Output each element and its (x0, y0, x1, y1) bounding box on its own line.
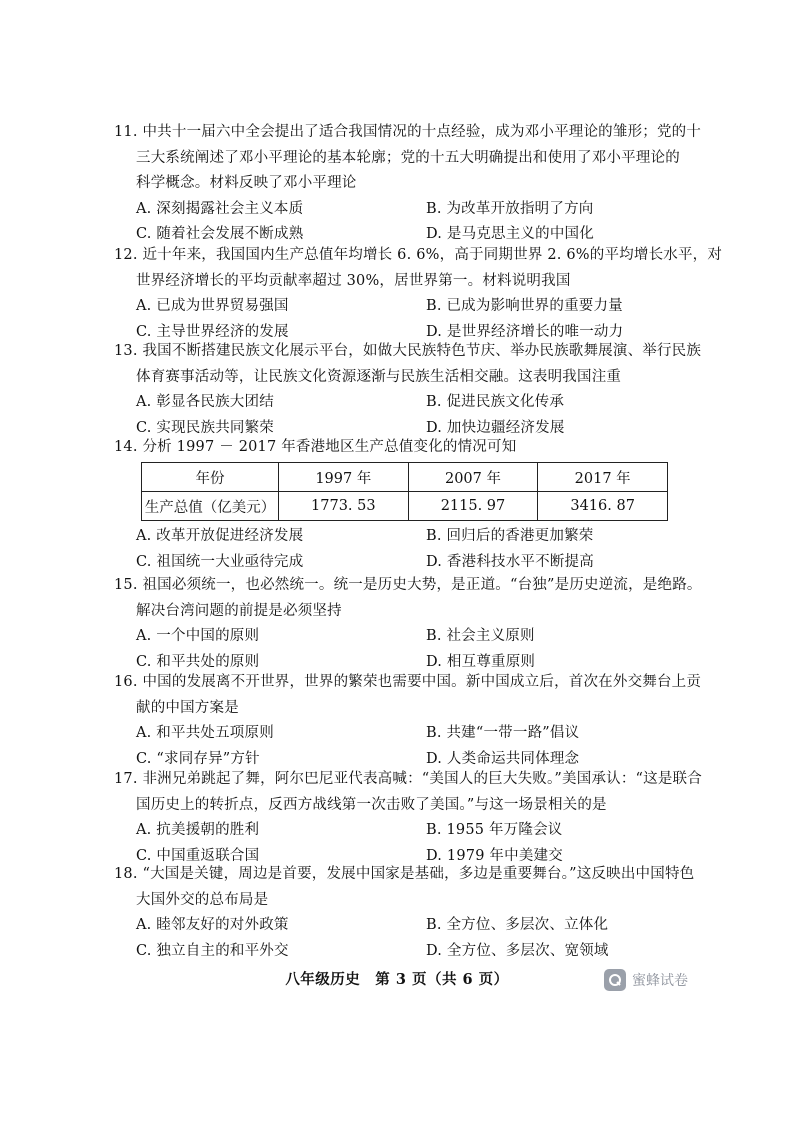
table-cell: 1773. 53 (279, 492, 409, 521)
q16-stem-line-2: 献的中国方案是 (136, 699, 239, 716)
table-header-cell: 2017 年 (538, 463, 668, 492)
watermark (604, 969, 688, 991)
q16-stem-line-1: 16. 中国的发展离不开世界，世界的繁荣也需要中国。新中国成立后，首次在外交舞台上贡 (114, 674, 702, 690)
question-11 (114, 120, 702, 248)
table-cell: 3416. 87 (538, 492, 668, 521)
q13-option-b: B. 促进民族文化传承 (426, 394, 565, 410)
q17-option-b: B. 1955 年万隆会议 (426, 822, 563, 838)
table-header-cell: 年份 (142, 463, 279, 492)
q11-option-a: A. 深刻揭露社会主义本质 (136, 200, 304, 217)
q12-option-b: B. 已成为影响世界的重要力量 (426, 298, 623, 314)
q11-option-d: D. 是马克思主义的中国化 (426, 226, 594, 242)
q11-stem-line-1: 11. 中共十一届六中全会提出了适合我国情况的十点经验，成为邓小平理论的雏形；党的十 (114, 124, 702, 140)
q15-option-c: C. 和平共处的原则 (136, 653, 260, 670)
question-15 (114, 573, 702, 675)
q12-option-d: D. 是世界经济增长的唯一动力 (426, 323, 624, 340)
watermark-text: 蜜蜂试卷 (632, 973, 688, 989)
question-13 (114, 339, 702, 441)
question-14-options (114, 524, 684, 575)
q17-option-a: A. 抗美援朝的胜利 (136, 822, 260, 838)
page-footer: 八年级历史 第 3 页（共 6 页） (285, 971, 509, 988)
q13-option-a: A. 彰显各民族大团结 (136, 394, 274, 410)
q18-stem-line-2: 大国外交的总布局是 (136, 891, 269, 908)
q18-option-b: B. 全方位、多层次、立体化 (426, 917, 609, 933)
q15-option-a: A. 一个中国的原则 (136, 628, 260, 644)
q13-option-d: D. 加快边疆经济发展 (426, 419, 565, 436)
q14-option-c: C. 祖国统一大业亟待完成 (136, 553, 304, 570)
q15-option-b: B. 社会主义原则 (426, 628, 535, 644)
table-row (142, 492, 668, 521)
q12-stem-line-1: 12. 近十年来，我国国内生产总值年均增长 6. 6%，高于同期世界 2. 6%的平均增长水平，对 (114, 247, 723, 263)
q11-option-c: C. 随着社会发展不断成熟 (136, 226, 304, 242)
q13-option-c: C. 实现民族共同繁荣 (136, 419, 274, 436)
q14-option-b: B. 回归后的香港更加繁荣 (426, 528, 594, 544)
q11-stem-line-2: 三大系统阐述了邓小平理论的基本轮廓；党的十五大明确提出和使用了邓小平理论的 (136, 149, 680, 166)
table-header-cell: 1997 年 (279, 463, 409, 492)
question-14-stem (114, 435, 684, 461)
q15-option-d: D. 相互尊重原则 (426, 653, 536, 670)
q13-stem-line-1: 13. 我国不断搭建民族文化展示平台，如做大民族特色节庆、举办民族歌舞展演、举行民族 (114, 343, 702, 359)
q16-option-b: B. 共建“一带一路”倡议 (426, 725, 580, 741)
q12-stem-line-2: 世界经济增长的平均贡献率超过 30%，居世界第一。材料说明我国 (136, 272, 571, 289)
q12-option-a: A. 已成为世界贸易强国 (136, 298, 289, 314)
q13-stem-line-2: 体育赛事活动等，让民族文化资源逐渐与民族生活相交融。这表明我国注重 (136, 368, 622, 385)
q17-option-d: D. 1979 年中美建交 (426, 847, 563, 864)
table-header-row (142, 463, 668, 492)
question-17 (114, 767, 702, 869)
q18-stem-line-1: 18. “大国是关键，周边是首要，发展中国家是基础，多边是重要舞台。”这反映出中国特色 (114, 866, 695, 882)
table-cell: 生产总值（亿美元） (142, 492, 279, 521)
q15-stem-line-1: 15. 祖国必须统一，也必然统一。统一是历史大势，是正道。“台独”是历史逆流，是绝路。 (114, 577, 702, 593)
table-header-cell: 2007 年 (408, 463, 538, 492)
q14-option-a: A. 改革开放促进经济发展 (136, 528, 304, 544)
q14-option-d: D. 香港科技水平不断提高 (426, 553, 594, 570)
q16-option-c: C. “求同存异”方针 (136, 750, 260, 767)
question-12 (114, 243, 723, 345)
q18-option-a: A. 睦邻友好的对外政策 (136, 917, 289, 933)
hongkong-gdp-table (141, 462, 668, 521)
q11-stem-line-3: 科学概念。材料反映了邓小平理论 (136, 175, 357, 191)
q17-option-c: C. 中国重返联合国 (136, 847, 260, 864)
q16-option-a: A. 和平共处五项原则 (136, 725, 274, 741)
q18-option-c: C. 独立自主的和平外交 (136, 942, 289, 959)
q12-option-c: C. 主导世界经济的发展 (136, 323, 289, 340)
q16-option-d: D. 人类命运共同体理念 (426, 750, 580, 767)
table-cell: 2115. 97 (408, 492, 538, 521)
q17-stem-line-1: 17. 非洲兄弟跳起了舞，阿尔巴尼亚代表高喊：“美国人的巨大失败。”美国承认：“这是联合 (114, 771, 702, 787)
question-18 (114, 862, 695, 964)
question-16 (114, 670, 702, 772)
q14-stem-line-1: 14. 分析 1997 － 2017 年香港地区生产总值变化的情况可知 (114, 439, 517, 455)
q11-option-b: B. 为改革开放指明了方向 (426, 200, 594, 217)
q17-stem-line-2: 国历史上的转折点，反西方战线第一次击败了美国。”与这一场景相关的是 (136, 796, 607, 813)
bee-logo-icon (604, 969, 626, 991)
q15-stem-line-2: 解决台湾问题的前提是必须坚持 (136, 602, 342, 619)
q18-option-d: D. 全方位、多层次、宽领域 (426, 942, 609, 959)
